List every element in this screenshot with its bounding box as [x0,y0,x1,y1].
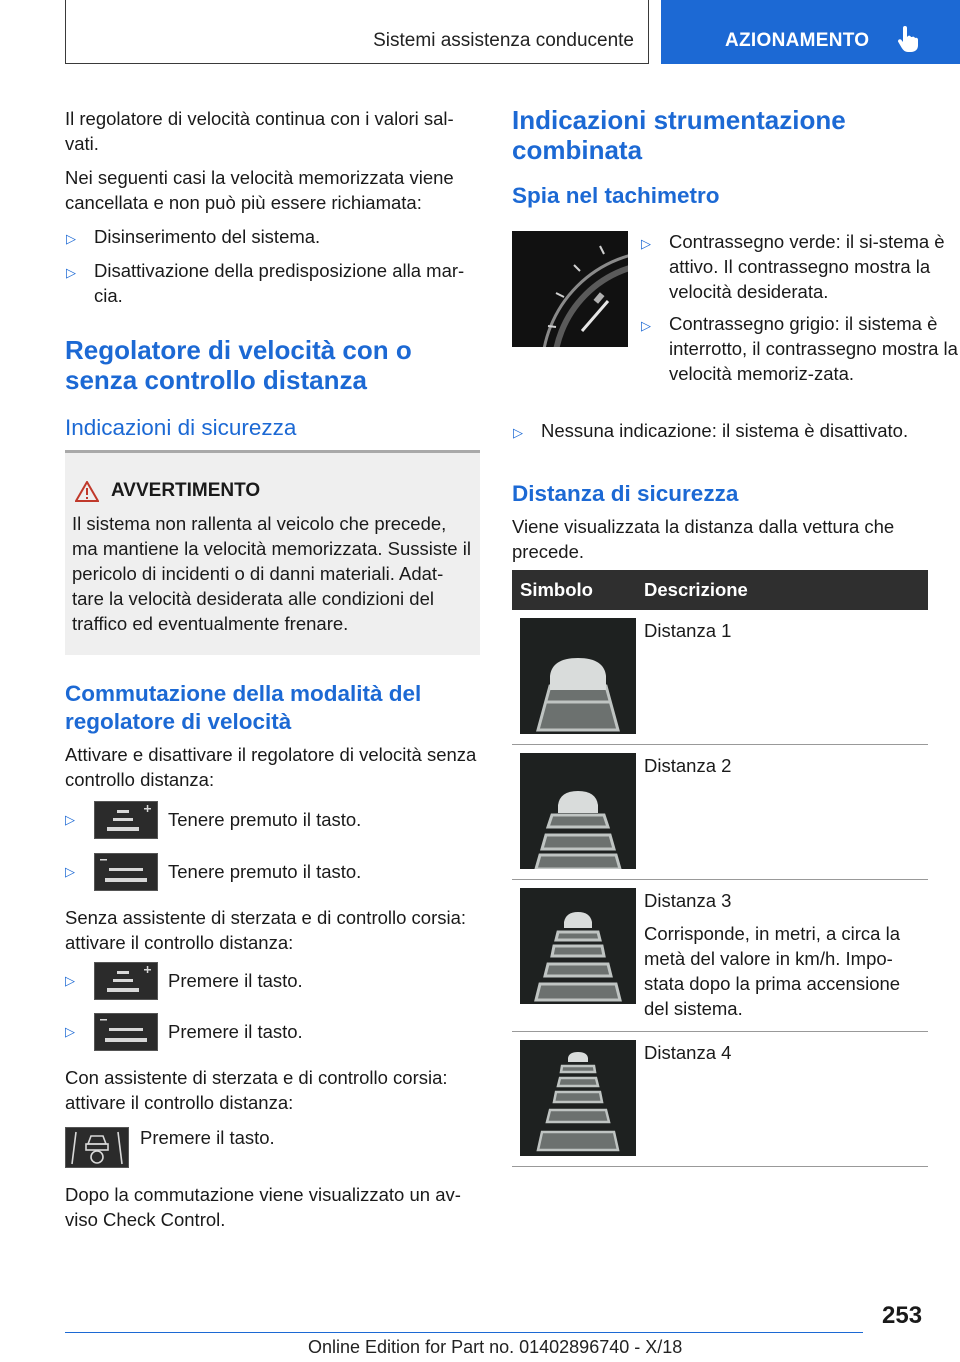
list-item-button [65,1013,303,1051]
distance-4-image [520,1040,636,1156]
distance-1-image [520,618,636,734]
triangle-right-icon: ▷ [65,864,75,879]
warning-text: Il sistema non rallenta al veicolo che precede, ma mantiene la velocità memorizzata. Sussiste il pericolo di incidenti o di danni materiali. Adat-tare la velocità desiderata alle condizioni del traffico ed eventualmente frenare. [72,513,471,634]
list-item [640,229,959,304]
distance-label: Distanza 2 [644,755,732,776]
distance-plus-button-icon [94,962,158,1000]
list-item-text: Disattivazione della predisposizione alla mar-cia. [94,260,465,306]
distance-label: Distanza 1 [644,620,732,641]
list-item-button [65,853,361,891]
distance-2-image [520,753,636,869]
triangle-right-icon: ▷ [66,231,76,246]
distance-plus-button-icon [94,801,158,839]
speedometer-image [512,231,628,347]
list-item-text: Tenere premuto il tasto. [168,809,362,830]
table-row [512,745,928,880]
header-chapter [661,0,960,64]
list-item-text: Contrassegno grigio: il sistema è interrotto, il contrassegno mostra la velocità memoriz-zata. [669,313,958,384]
paragraph-senza: Senza assistente di sterzata e di controllo corsia: attivare il controllo distanza: [65,907,467,953]
triangle-right-icon: ▷ [65,812,75,827]
footer-edition: Online Edition for Part no. 01402896740 - X/18 [308,1337,683,1357]
distance-label: Distanza 4 [644,1042,732,1063]
distance-note: Corrisponde, in metri, a circa la metà del valore in km/h. Impo-stata dopo la prima accensione del sistema. [644,923,901,1019]
heading-regolatore: Regolatore di velocità con o senza controllo distanza [65,335,412,395]
distance-minus-button-icon [94,1013,158,1051]
header-chapter-title: AZIONAMENTO [725,30,870,51]
list-item-text: Premere il tasto. [140,1127,275,1148]
triangle-right-icon: ▷ [641,318,651,333]
table-header-descrizione: Descrizione [636,570,928,610]
page-number: 253 [882,1302,923,1329]
header-section-title: Sistemi assistenza conducente [373,30,634,51]
table-row [512,880,928,1032]
heading-indicazioni: Indicazioni strumentazione combinata [512,105,846,165]
heading-distanza: Distanza di sicurezza [512,481,739,506]
left-column-lower [65,680,480,792]
list-item-text: Premere il tasto. [168,970,303,991]
list-item [512,418,957,443]
hand-pointer-icon [897,26,919,52]
distance-table [512,570,928,1167]
paragraph-continue: Il regolatore di velocità continua con i valori sal-vati. [65,108,454,154]
triangle-right-icon: ▷ [65,1024,75,1039]
right-column [512,105,928,210]
list-item-text: Premere il tasto. [168,1021,303,1042]
heading-spia: Spia nel tachimetro [512,183,720,208]
table-row [512,1032,928,1167]
triangle-right-icon: ▷ [66,265,76,280]
heading-commutazione: Commutazione della modalità del regolatore di velocità [65,681,422,734]
list-item-text: Disinserimento del sistema. [94,226,321,247]
warning-title: AVVERTIMENTO [111,480,261,501]
paragraph-cancel: Nei seguenti casi la velocità memorizzata viene cancellata e non può più essere richiamata: [65,167,454,213]
header-section [65,0,649,64]
footer-divider [65,1332,863,1333]
table-header-simbolo: Simbolo [512,570,636,610]
list-item-text: Nessuna indicazione: il sistema è disattivato. [541,420,909,441]
left-column [65,106,480,442]
distance-minus-button-icon [94,853,158,891]
distance-label: Distanza 3 [644,890,732,911]
distance-3-image [520,888,636,1004]
table-row [512,610,928,745]
list-item-text: Tenere premuto il tasto. [168,861,362,882]
list-item [65,224,480,249]
triangle-right-icon: ▷ [513,425,523,440]
triangle-right-icon: ▷ [641,236,651,251]
warning-triangle-icon [75,481,99,502]
warning-box [65,450,480,655]
list-item [65,258,480,308]
list-item-text: Contrassegno verde: il si-stema è attivo. Il contrassegno mostra la velocità desiderata. [669,231,945,302]
paragraph-con: Con assistente di sterzata e di controllo corsia: attivare il controllo distanza: [65,1067,448,1113]
paragraph-distanza: Viene visualizzata la distanza dalla vettura che precede. [512,516,895,562]
paragraph-dopo: Dopo la commutazione viene visualizzato un av-viso Check Control. [65,1184,461,1230]
list-item-button [65,962,303,1000]
list-item-button [65,801,361,839]
list-item [640,311,959,386]
heading-sicurezza: Indicazioni di sicurezza [65,415,297,440]
steering-assist-button-icon [65,1127,129,1168]
paragraph-attivare: Attivare e disattivare il regolatore di velocità senza controllo distanza: [65,744,477,790]
triangle-right-icon: ▷ [65,973,75,988]
